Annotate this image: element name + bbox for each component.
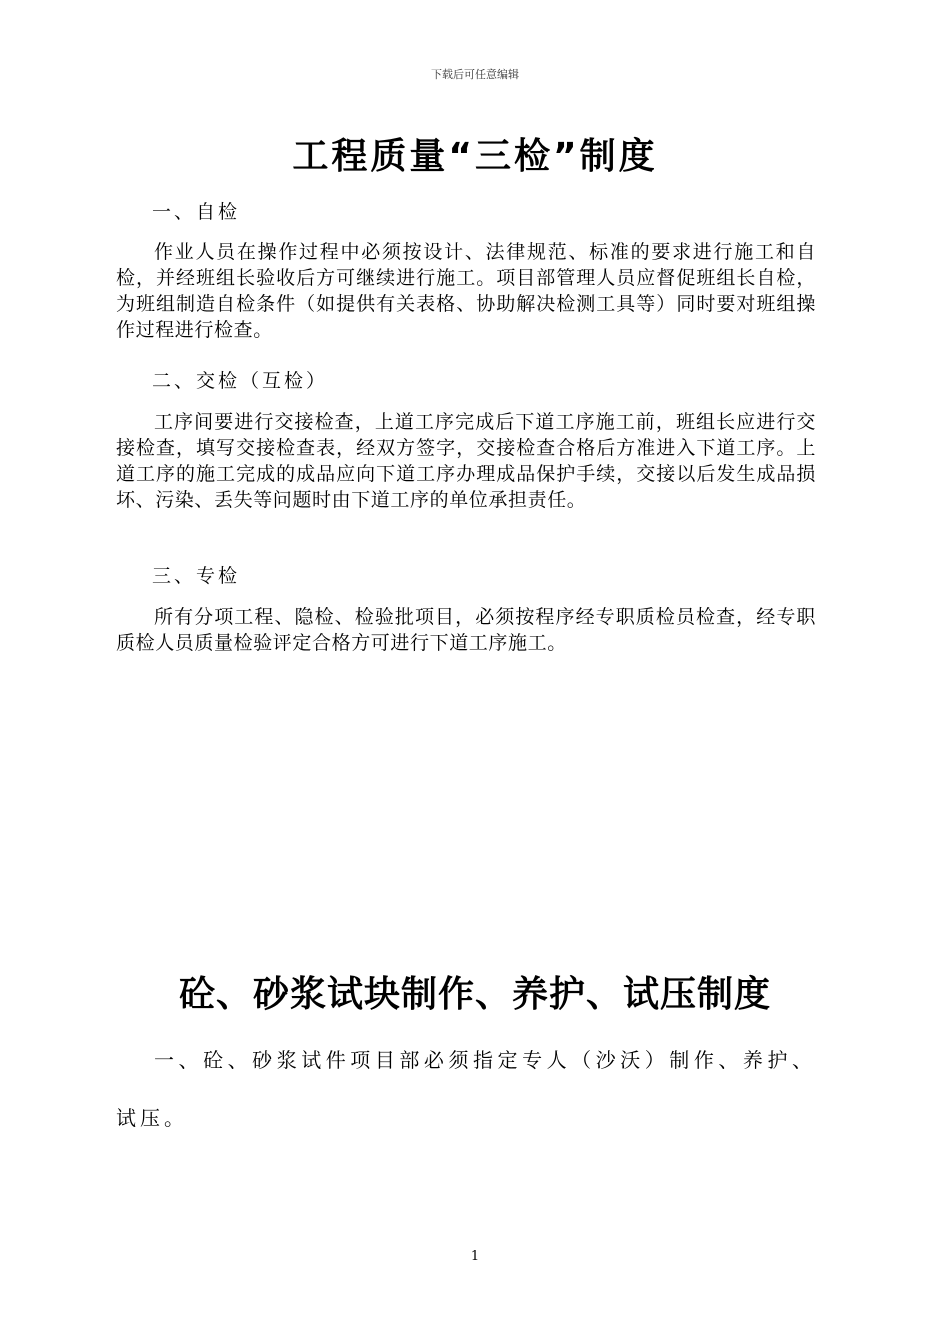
self-check-heading: 一、自检 [152,201,241,223]
page-number: 1 [470,1249,480,1264]
special-check-heading: 三、专检 [152,565,241,587]
handover-check-heading: 二、交检（互检） [152,370,329,392]
special-check-paragraph: 所有分项工程、隐检、检验批项目，必须按程序经专职质检员检查，经专职质检人员质量检验评定合格方可进行下道工序施工。 [116,606,816,654]
section2-paragraph: 一、砼、砂浆试件项目部必须指定专人（沙沃）制作、养护、试压。 [116,1048,816,1130]
section2-title: 砼、砂浆试块制作、养护、试压制度 [178,974,771,1015]
self-check-paragraph: 作业人员在操作过程中必须按设计、法律规范、标准的要求进行施工和自检，并经班组长验收后方可继续进行施工。项目部管理人员应督促班组长自检，为班组制造自检条件（如提供有关表格、协助解决检测工具等）同时要对班组操作过程进行检查。 [116,241,816,341]
header-note: 下载后可任意编辑 [431,68,519,81]
section1-title: 工程质量“三检”制度 [292,136,658,177]
handover-check-paragraph: 工序间要进行交接检查，上道工序完成后下道工序施工前，班组长应进行交接检查，填写交接检查表，经双方签字，交接检查合格后方准进入下道工序。上道工序的施工完成的成品应向下道工序办理成品保护手续，交接以后发生成品损坏、污染、丢失等问题时由下道工序的单位承担责任。 [116,411,816,511]
